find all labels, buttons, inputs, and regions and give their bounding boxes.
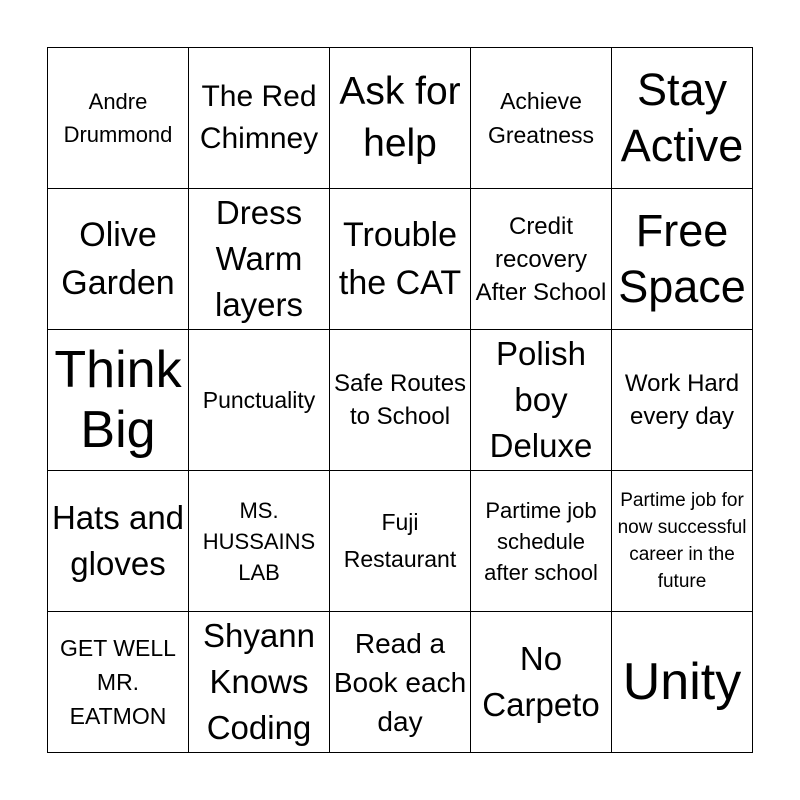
bingo-cell[interactable]: [471, 189, 612, 330]
bingo-cell-label: Shyann Knows Coding: [203, 617, 315, 746]
bingo-cell[interactable]: [189, 471, 330, 612]
bingo-cell-label: Olive Garden: [61, 216, 175, 302]
bingo-cell-label: Safe Routes to School: [333, 370, 467, 430]
bingo-cell[interactable]: [330, 471, 471, 612]
bingo-cell[interactable]: [471, 330, 612, 471]
bingo-cell[interactable]: [330, 612, 471, 753]
bingo-cell-label: Partime job for now successful career in the future: [617, 490, 747, 592]
bingo-cell-label: Unity: [622, 653, 742, 711]
bingo-cell[interactable]: [612, 612, 753, 753]
bingo-cell[interactable]: [612, 48, 753, 189]
bingo-cell[interactable]: [330, 48, 471, 189]
bingo-cell[interactable]: [612, 330, 753, 471]
bingo-cell-label: No Carpeto: [482, 640, 600, 723]
bingo-cell-label: Think Big: [54, 341, 182, 459]
bingo-cell-label: Achieve Greatness: [487, 88, 595, 148]
bingo-cell-label: Trouble the CAT: [338, 216, 462, 302]
bingo-cell[interactable]: [471, 48, 612, 189]
bingo-cell[interactable]: [189, 48, 330, 189]
bingo-cell-label: Ask for help: [339, 70, 461, 165]
bingo-cell[interactable]: [330, 330, 471, 471]
bingo-cell-label: Dress Warm layers: [214, 194, 304, 323]
bingo-cell[interactable]: [612, 471, 753, 612]
bingo-cell-label: Polish boy Deluxe: [489, 335, 593, 464]
bingo-cell-label: Partime job schedule after school: [484, 497, 598, 585]
bingo-cell[interactable]: [48, 48, 189, 189]
bingo-cell-label: Free Space: [618, 205, 746, 312]
bingo-cell[interactable]: [189, 330, 330, 471]
bingo-cell-label: Punctuality: [202, 387, 316, 413]
bingo-card-grid: [47, 47, 753, 753]
bingo-cell-label: GET WELL MR. EATMON: [60, 635, 176, 729]
bingo-cell[interactable]: [471, 612, 612, 753]
bingo-cell[interactable]: [48, 330, 189, 471]
bingo-cell-label: Work Hard every day: [624, 370, 740, 430]
bingo-cell-label: Credit recovery After School: [475, 212, 607, 306]
bingo-cell-label: Read a Book each day: [333, 627, 467, 737]
bingo-cell-label: MS. HUSSAINS LAB: [202, 497, 316, 585]
bingo-cell[interactable]: [330, 189, 471, 330]
bingo-cell-label: Andre Drummond: [63, 89, 173, 147]
bingo-cell[interactable]: [189, 612, 330, 753]
bingo-cell[interactable]: [48, 471, 189, 612]
bingo-cell[interactable]: [48, 612, 189, 753]
bingo-cell-label: The Red Chimney: [199, 80, 319, 155]
bingo-cell[interactable]: [189, 189, 330, 330]
bingo-cell-label: Hats and gloves: [51, 499, 185, 582]
bingo-cell-label: Stay Active: [620, 64, 744, 171]
free-space-cell[interactable]: [612, 189, 753, 330]
bingo-cell[interactable]: [48, 189, 189, 330]
bingo-cell[interactable]: [471, 471, 612, 612]
bingo-cell-label: Fuji Restaurant: [343, 509, 457, 572]
